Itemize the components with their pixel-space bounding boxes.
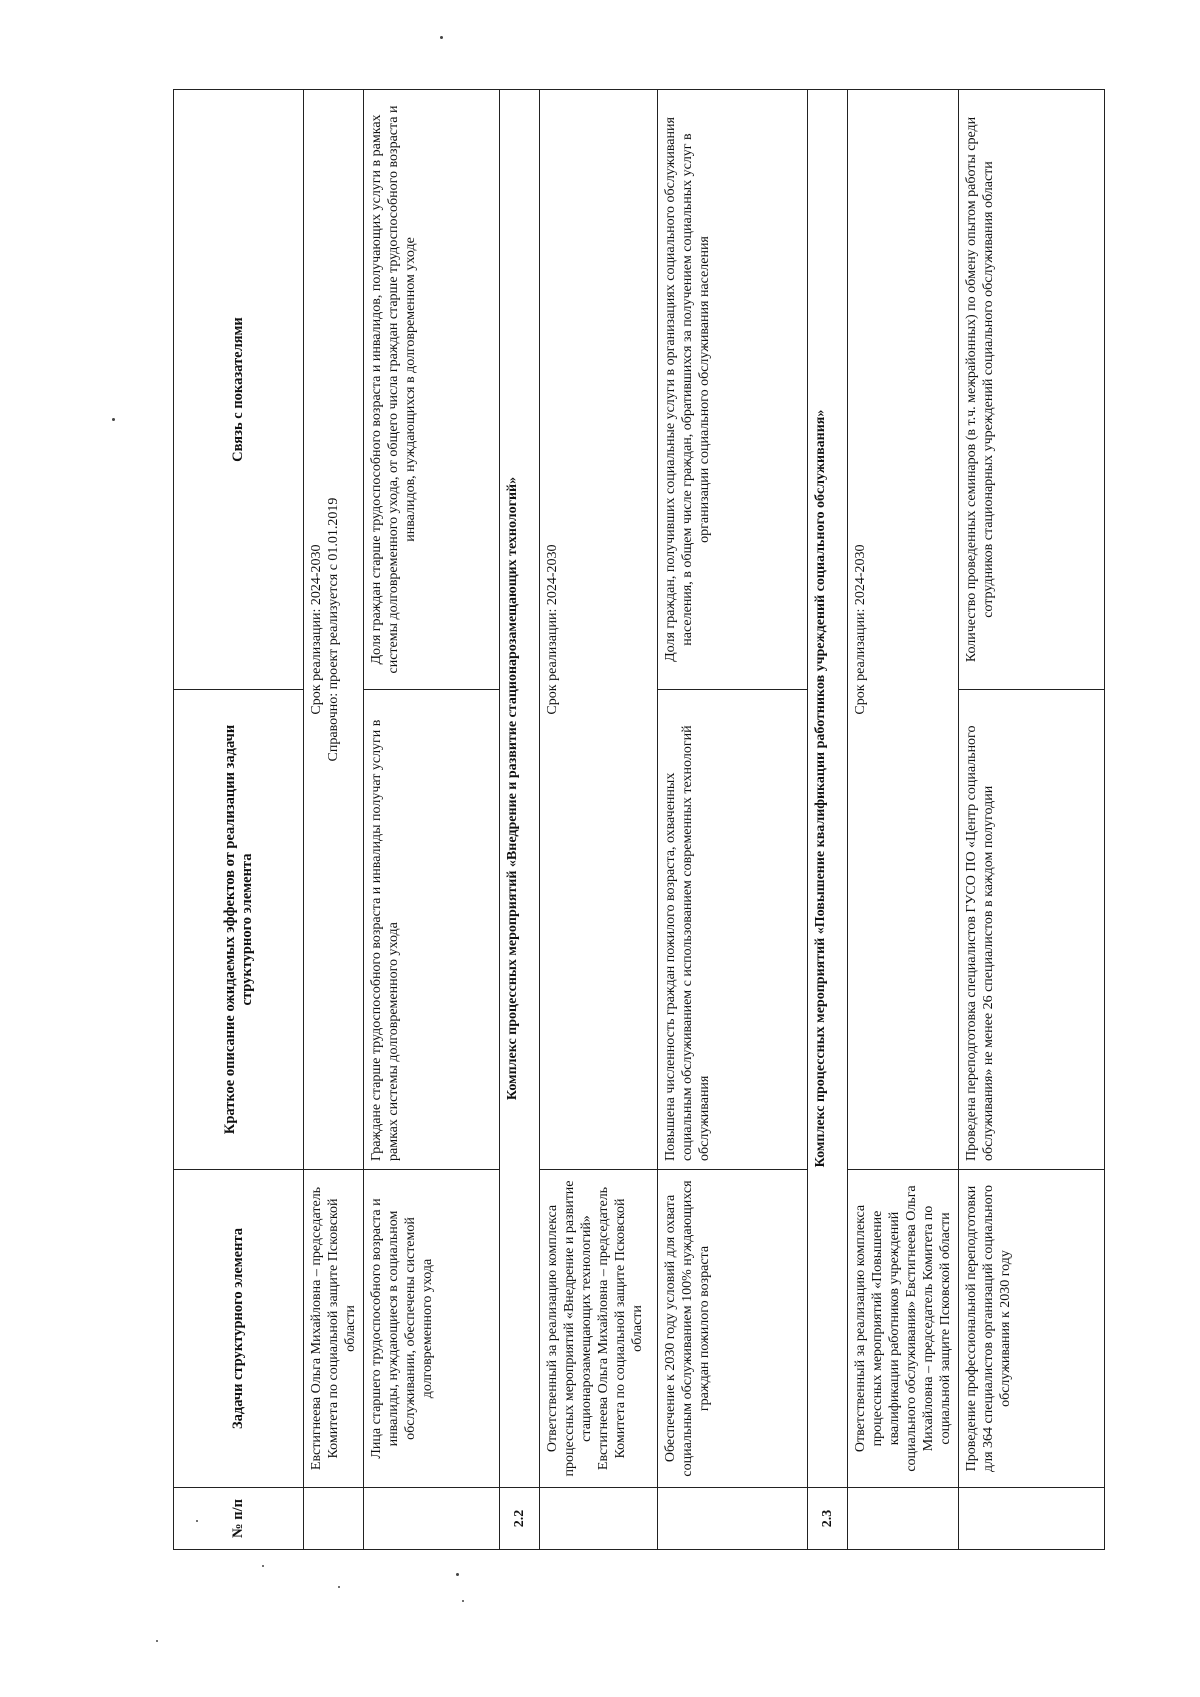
table-row	[848, 90, 959, 1550]
header-tasks: Задачи структурного элемента	[174, 1170, 304, 1488]
table-row	[540, 90, 658, 1550]
header-link: Связь с показателями	[174, 90, 304, 690]
row-num-cell	[959, 1488, 1105, 1550]
scan-speck	[196, 1520, 198, 1522]
reference-note: Справочно: проект реализуется с 01.01.2019	[326, 497, 341, 762]
responsible-cell: Ответственный за реализацию комплекса процессных мероприятий «Повышение квалификации работников учреждений социального обслуживания» Евстигнеева Ольга Михайловна – председатель Комитета по социальной защите Псковской области	[848, 1170, 959, 1488]
scan-speck	[156, 1640, 158, 1642]
term-cell	[304, 90, 364, 1170]
term-cell: Срок реализации: 2024-2030	[848, 90, 959, 1170]
term-cell: Срок реализации: 2024-2030	[540, 90, 658, 1170]
section-number: 2.3	[808, 1488, 848, 1550]
scan-speck	[456, 1573, 459, 1576]
responsible-cell: Евстигнеева Ольга Михайловна – председатель Комитета по социальной защите Псковской области	[304, 1170, 364, 1488]
effect-cell: Проведена переподготовка специалистов ГУСО ПО «Центр социального обслуживания» не менее 26 специалистов в каждом полугодии	[959, 690, 1105, 1170]
table-row	[658, 90, 808, 1550]
row-num-cell	[658, 1488, 808, 1550]
table-header-row	[174, 90, 304, 1550]
header-effects: Краткое описание ожидаемых эффектов от реализации задачи структурного элемента	[174, 690, 304, 1170]
indicator-cell: Количество проведенных семинаров (в т.ч. межрайонных) по обмену опытом работы среди сотрудников стационарных учреждений социального обслуживания области	[959, 90, 1105, 690]
section-title: Комплекс процессных мероприятий «Повышение квалификации работников учреждений социального обслуживания»	[808, 90, 848, 1488]
section-row-2-2	[500, 90, 540, 1550]
indicator-cell: Доля граждан, получивших социальные услуги в организациях социального обслуживания населения, в общем числе граждан, обратившихся за получением социальных услуг в организации социального обслуживания населения	[658, 90, 808, 690]
header-num: № п/п	[174, 1488, 304, 1550]
task-cell: Лица старшего трудоспособного возраста и инвалиды, нуждающиеся в социальном обслуживании, обеспечены системой долговременного ухода	[364, 1170, 500, 1488]
task-cell: Обеспечение к 2030 году условий для охвата социальным обслуживанием 100% нуждающихся граждан пожилого возраста	[658, 1170, 808, 1488]
scan-speck	[112, 418, 115, 421]
table-row	[364, 90, 500, 1550]
row-num-cell	[364, 1488, 500, 1550]
section-row-2-3	[808, 90, 848, 1550]
table-row	[304, 90, 364, 1550]
effect-cell: Повышена численность граждан пожилого возраста, охваченных социальным обслуживанием с использованием современных технологий обслуживания	[658, 690, 808, 1170]
effect-cell: Граждане старше трудоспособного возраста и инвалиды получат услуги в рамках системы долговременного ухода	[364, 690, 500, 1170]
table-row	[959, 90, 1105, 1550]
task-cell: Проведение профессиональной переподготовки для 364 специалистов организаций социального обслуживания к 2030 году	[959, 1170, 1105, 1488]
scan-speck	[338, 1586, 340, 1588]
rotated-table-wrapper	[173, 90, 1093, 1550]
responsible-cell: Ответственный за реализацию комплекса процессных мероприятий «Внедрение и развитие стационарозамещающих технологий» Евстигнеева Ольга Михайловна – председатель Комитета по социальной защите Псковской области	[540, 1170, 658, 1488]
section-number: 2.2	[500, 1488, 540, 1550]
scan-speck	[462, 1600, 464, 1602]
row-num-cell	[540, 1488, 658, 1550]
structural-element-table	[173, 89, 1105, 1550]
indicator-cell: Доля граждан старше трудоспособного возраста и инвалидов, получающих услуги в рамках системы долговременного ухода, от общего числа граждан старше трудоспособного возраста и инвалидов, нуждающихся в долговременном уходе	[364, 90, 500, 690]
row-num-cell	[848, 1488, 959, 1550]
scan-speck	[262, 1565, 264, 1567]
section-title: Комплекс процессных мероприятий «Внедрение и развитие стационарозамещающих технологий»	[500, 90, 540, 1488]
row-num-cell	[304, 1488, 364, 1550]
scan-speck	[440, 36, 443, 39]
term-text: Срок реализации: 2024-2030	[309, 544, 324, 715]
